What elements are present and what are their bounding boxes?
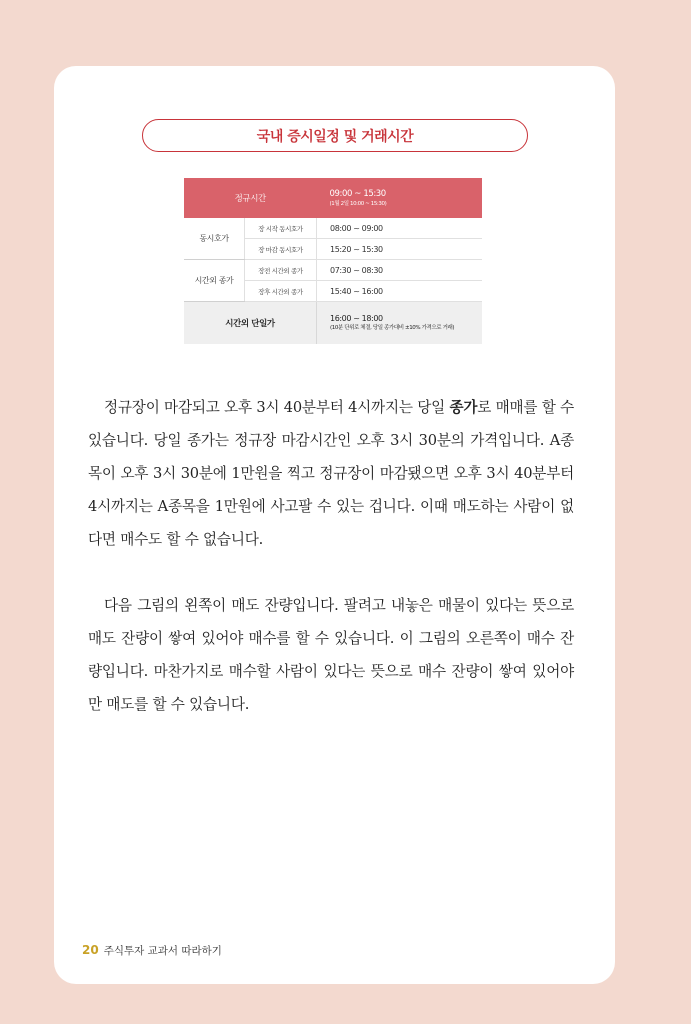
- paragraph-order-book: 다음 그림의 왼쪽이 매도 잔량입니다. 팔려고 내놓은 매물이 있다는 뜻으로 매도 잔량이 쌓여 있어야 매수를 할 수 있습니다. 이 그림의 오른쪽이 매수 잔량입니다. 마찬가지로 매수할 사람이 있다는 뜻으로 매수 잔량이 쌓여 있어야만 매도를 할 수 있습니다.: [88, 597, 574, 713]
- table-row-regular: [184, 178, 482, 218]
- p1-after: 로 매매를 할 수 있습니다. 당일 종가는 정규장 마감시간인 오후 3시 30분의 가격입니다. A종목이 오후 3시 30분에 1만원을 찍고 정규장이 마감됐으면 오후 3시 40분부터 4시까지는 A종목을 1만원에 사고팔 수 있는 겁니다. 이때 매도하는 사람이 없다면 매수도 할 수 없습니다.: [88, 399, 575, 548]
- auction-open-label: 장 시작 동시호가: [245, 218, 317, 239]
- regular-time: 09:00 ~ 15:30: [329, 188, 386, 199]
- regular-note: (1월 2일 10:00 ~ 15:30): [329, 200, 387, 207]
- afterhours-label: 시간외 종가: [184, 260, 245, 302]
- single-time-cell: [317, 302, 483, 345]
- section-title: 국내 증시일정 및 거래시간: [142, 119, 528, 152]
- table-row: [184, 260, 482, 281]
- page-footer: [82, 943, 222, 958]
- auction-label: 동시호가: [184, 218, 245, 260]
- auction-close-time: 15:20 ~ 15:30: [317, 239, 483, 260]
- p1-bold-term: 종가: [449, 399, 478, 416]
- page-number: 20: [82, 943, 99, 957]
- regular-label: 정규시간: [184, 178, 317, 218]
- trading-hours-table: [184, 178, 482, 344]
- page-card: [54, 66, 615, 984]
- single-note: (10분 단위로 체결, 당일 종가대비 ±10% 가격으로 거래): [330, 325, 455, 331]
- book-title: 주식투자 교과서 따라하기: [103, 945, 222, 957]
- regular-time-cell: [317, 178, 483, 218]
- table-row-single: [184, 302, 482, 345]
- single-time: 16:00 ~ 18:00: [330, 314, 383, 323]
- afterhours-post-label: 장후 시간외 종가: [245, 281, 317, 302]
- afterhours-post-time: 15:40 ~ 16:00: [317, 281, 483, 302]
- afterhours-pre-label: 장전 시간외 종가: [245, 260, 317, 281]
- afterhours-pre-time: 07:30 ~ 08:30: [317, 260, 483, 281]
- table-row: [184, 218, 482, 239]
- auction-open-time: 08:00 ~ 09:00: [317, 218, 483, 239]
- paragraph-closing-price: [88, 391, 574, 556]
- single-label: 시간외 단일가: [184, 302, 317, 345]
- p1-before: 정규장이 마감되고 오후 3시 40분부터 4시까지는 당일: [104, 399, 450, 416]
- auction-close-label: 장 마감 동시호가: [245, 239, 317, 260]
